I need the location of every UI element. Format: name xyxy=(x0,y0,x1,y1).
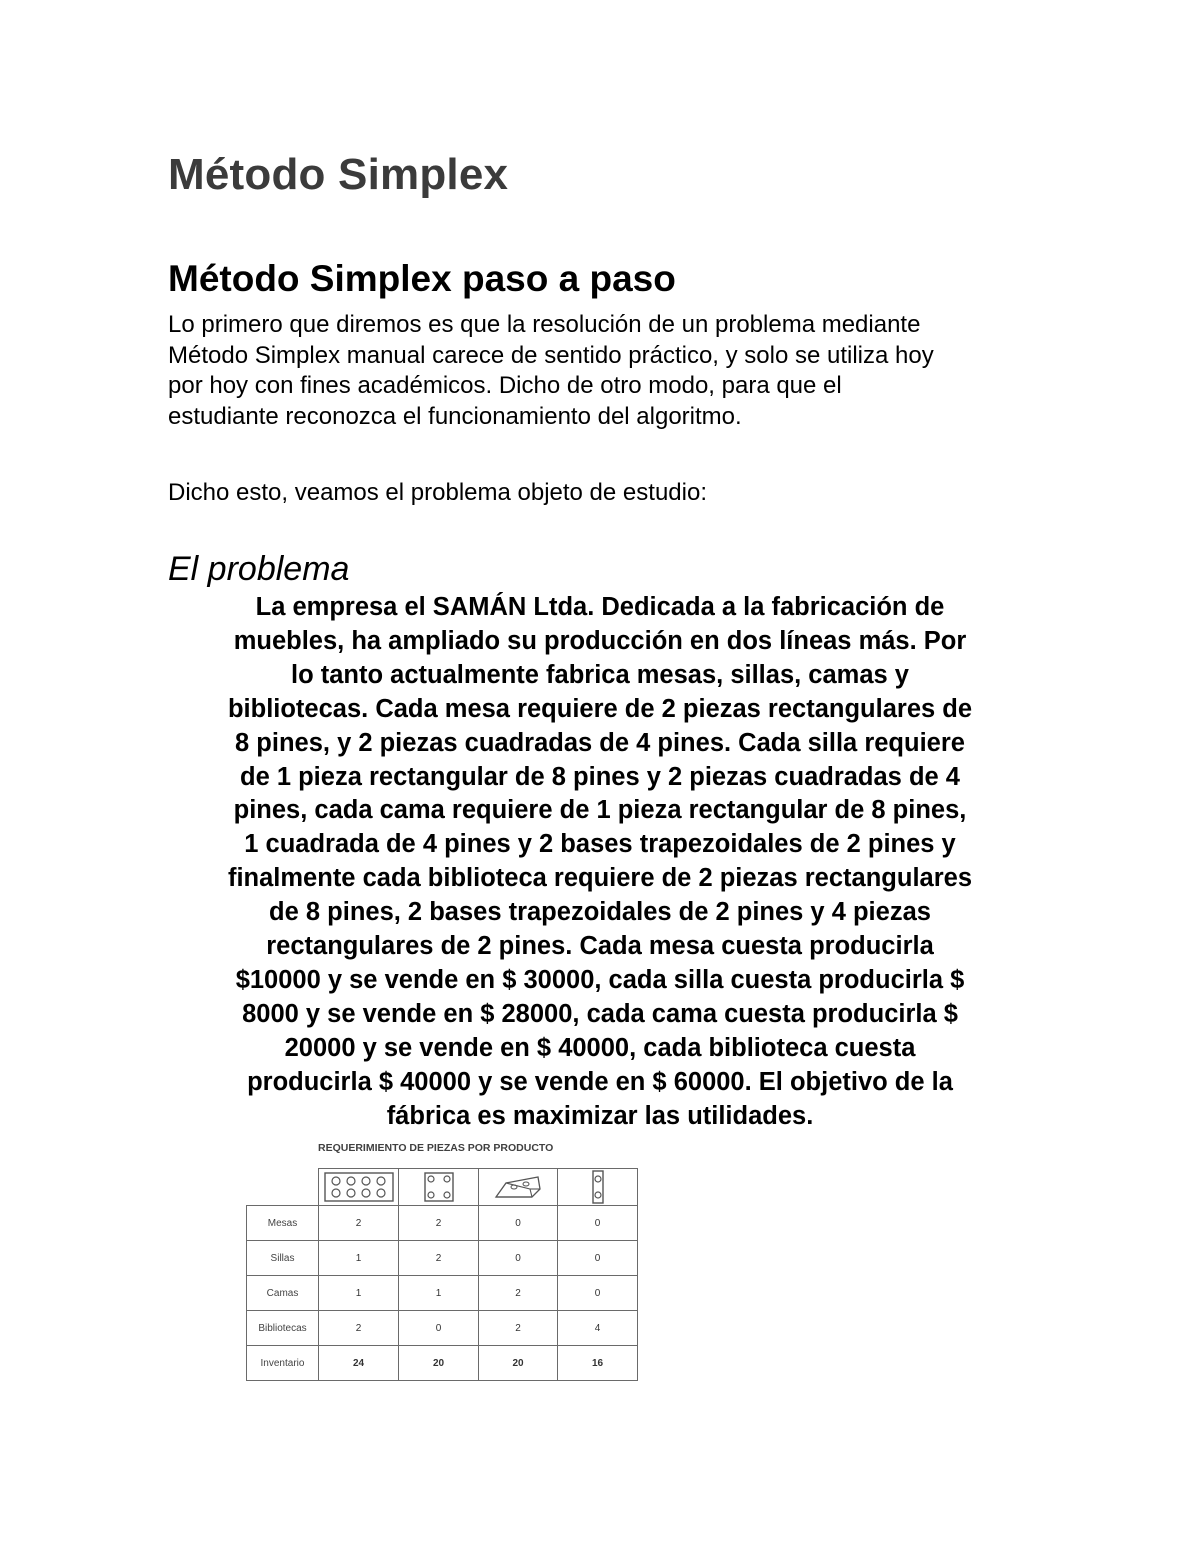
lead-paragraph: Dicho esto, veamos el problema objeto de estudio: xyxy=(168,479,707,506)
table-header-row xyxy=(247,1169,638,1206)
problem-line: muebles, ha ampliado su producción en dos líneas más. Por xyxy=(233,626,967,655)
problem-line: producirla $ 40000 y se vende en $ 60000. El objetivo de la xyxy=(247,1067,953,1096)
table-cell: 20 xyxy=(479,1346,558,1381)
problem-line: rectangulares de 2 pines. Cada mesa cuesta producirla xyxy=(266,932,934,961)
table-row xyxy=(247,1206,638,1241)
table-cell: 0 xyxy=(558,1241,638,1276)
problem-line: lo tanto actualmente fabrica mesas, sillas, camas y xyxy=(291,660,909,689)
problem-line: 1 cuadrada de 4 pines y 2 bases trapezoidales de 2 pines y xyxy=(244,830,956,859)
table-row xyxy=(247,1241,638,1276)
square-4-pin-piece-icon xyxy=(422,1171,456,1203)
row-label: Inventario xyxy=(247,1346,319,1381)
intro-line: estudiante reconozca el funcionamiento del algoritmo. xyxy=(168,402,742,430)
row-label: Bibliotecas xyxy=(247,1311,319,1346)
problem-line: pines, cada cama requiere de 1 pieza rectangular de 8 pines, xyxy=(233,796,967,825)
table-cell: 1 xyxy=(319,1276,399,1311)
table-cell: 0 xyxy=(479,1206,558,1241)
table-cell: 24 xyxy=(319,1346,399,1381)
problem-line: de 8 pines, 2 bases trapezoidales de 2 pines y 4 piezas xyxy=(269,898,931,927)
rect-8-pin-piece-icon xyxy=(323,1171,395,1203)
table-header-cell xyxy=(479,1169,558,1206)
page-title: Método Simplex xyxy=(168,150,509,199)
table-header-cell xyxy=(319,1169,399,1206)
intro-line: Lo primero que diremos es que la resolución de un problema mediante xyxy=(168,311,921,338)
table-caption: REQUERIMIENTO DE PIEZAS POR PRODUCTO xyxy=(318,1142,554,1154)
table-cell: 0 xyxy=(479,1241,558,1276)
table-header-cell xyxy=(558,1169,638,1206)
trapezoid-2-pin-base-icon xyxy=(492,1171,544,1203)
table-cell: 0 xyxy=(558,1276,638,1311)
problem-line: La empresa el SAMÁN Ltda. Dedicada a la fabricación de xyxy=(255,593,945,621)
requirements-table xyxy=(246,1168,638,1381)
problem-line: finalmente cada biblioteca requiere de 2 piezas rectangulares xyxy=(227,864,973,893)
table-corner-cell xyxy=(247,1169,319,1206)
table-cell: 1 xyxy=(399,1276,479,1311)
table-cell: 20 xyxy=(399,1346,479,1381)
row-label: Camas xyxy=(247,1276,319,1311)
section-heading: Método Simplex paso a paso xyxy=(168,258,676,299)
problem-heading: El problema xyxy=(168,550,350,588)
table-cell: 0 xyxy=(399,1311,479,1346)
problem-line: bibliotecas. Cada mesa requiere de 2 piezas rectangulares de xyxy=(227,694,973,723)
problem-line: de 1 pieza rectangular de 8 pines y 2 piezas cuadradas de 4 xyxy=(240,762,960,791)
row-label: Mesas xyxy=(247,1206,319,1241)
table-cell: 2 xyxy=(479,1276,558,1311)
rect-2-pin-piece-icon xyxy=(590,1170,606,1204)
table-cell: 2 xyxy=(399,1241,479,1276)
table-row xyxy=(247,1276,638,1311)
intro-line: por hoy con fines académicos. Dicho de otro modo, para que el xyxy=(168,372,842,399)
problem-line: 8 pines, y 2 piezas cuadradas de 4 pines. Cada silla requiere xyxy=(235,728,965,757)
table-cell: 2 xyxy=(479,1311,558,1346)
intro-paragraph xyxy=(168,310,1048,432)
table-cell: 2 xyxy=(319,1311,399,1346)
problem-line: fábrica es maximizar las utilidades. xyxy=(386,1101,814,1130)
problem-line: $10000 y se vende en $ 30000, cada silla cuesta producirla $ xyxy=(235,965,965,994)
intro-line: Método Simplex manual carece de sentido práctico, y solo se utiliza hoy xyxy=(168,341,934,369)
table-row-inventory xyxy=(247,1346,638,1381)
table-cell: 2 xyxy=(399,1206,479,1241)
problem-line: 20000 y se vende en $ 40000, cada biblioteca cuesta xyxy=(284,1033,916,1062)
table-cell: 1 xyxy=(319,1241,399,1276)
problem-line: 8000 y se vende en $ 28000, cada cama cuesta producirla $ xyxy=(242,999,958,1028)
row-label: Sillas xyxy=(247,1241,319,1276)
table-cell: 0 xyxy=(558,1206,638,1241)
table-header-cell xyxy=(399,1169,479,1206)
table-cell: 4 xyxy=(558,1311,638,1346)
problem-statement xyxy=(160,591,1040,1134)
table-cell: 16 xyxy=(558,1346,638,1381)
table-cell: 2 xyxy=(319,1206,399,1241)
table-row xyxy=(247,1311,638,1346)
